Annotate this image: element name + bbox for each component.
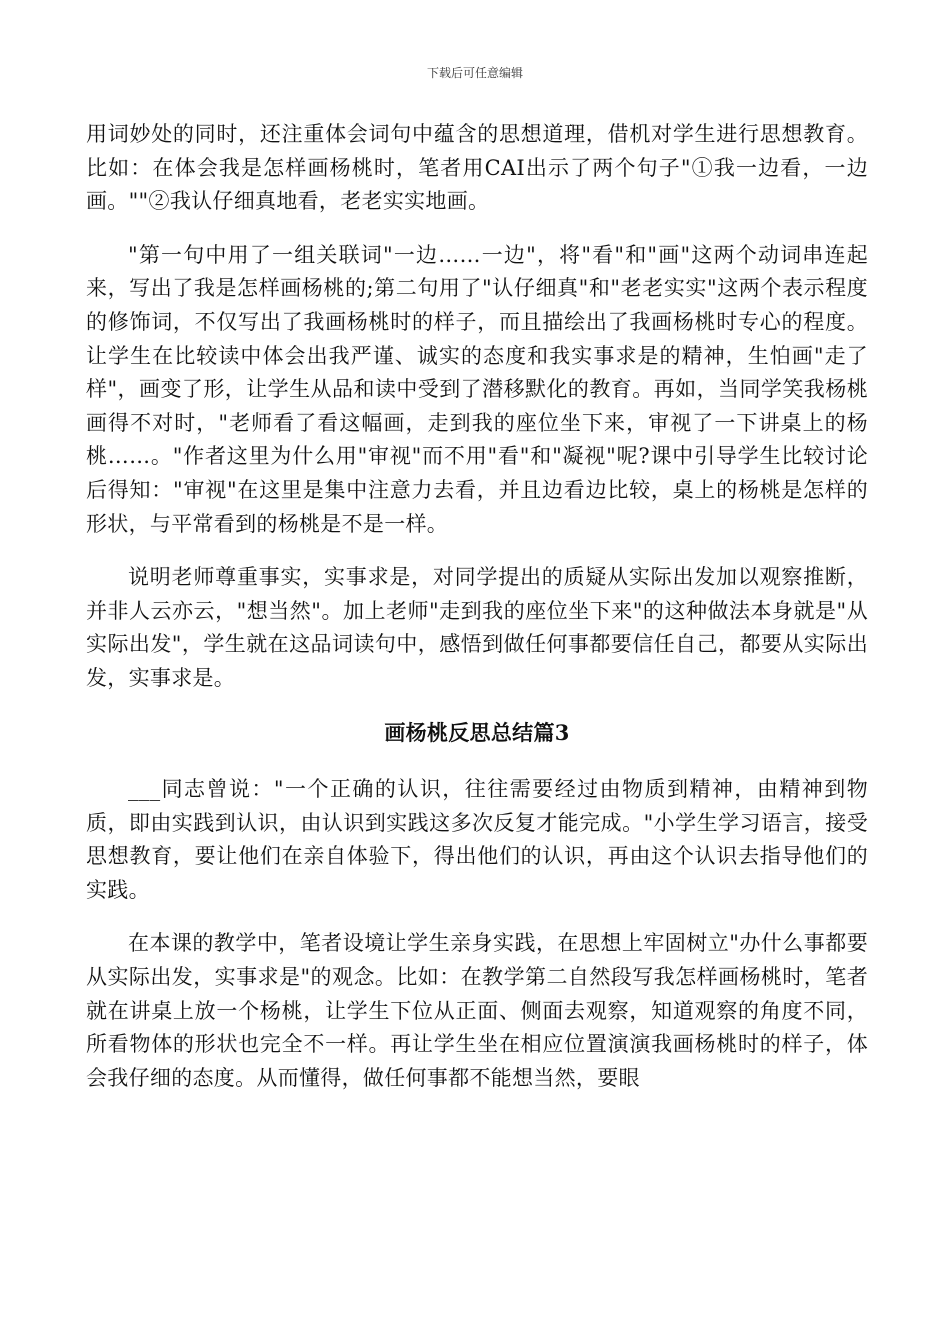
paragraph-1: 用词妙处的同时，还注重体会词句中蕴含的思想道理，借机对学生进行思想教育。比如：在体会我是怎样画杨桃时，笔者用CAI出示了两个句子"①我一边看，一边画。""②我认仔细真地看，老老实实地画。 bbox=[86, 122, 868, 214]
paragraph-4: ___同志曾说："一个正确的认识，往往需要经过由物质到精神，由精神到物质，即由实践到认识，由认识到实践这多次反复才能完成。"小学生学习语言，接受思想教育，要让他们在亲自体验下，得出他们的认识，再由这个认识去指导他们的实践。 bbox=[86, 777, 868, 902]
paragraph-5: 在本课的教学中，笔者设境让学生亲身实践，在思想上牢固树立"办什么事都要从实际出发，实事求是"的观念。比如：在教学第二自然段写我怎样画杨桃时，笔者就在讲桌上放一个杨桃，让学生下位从正面、侧面去观察，知道观察的角度不同，所看物体的形状也完全不一样。再让学生坐在相应位置演演我画杨桃时的样子，体会我仔细的态度。从而懂得，做任何事都不能想当然，要眼 bbox=[86, 931, 868, 1090]
paragraph-3: 说明老师尊重事实，实事求是，对同学提出的质疑从实际出发加以观察推断，并非人云亦云，"想当然"。加上老师"走到我的座位坐下来"的这种做法本身就是"从实际出发"，学生就在这品词读句中，感悟到做任何事都要信任自己，都要从实际出发，实事求是。 bbox=[86, 565, 868, 690]
page-header: 下载后可任意编辑 bbox=[426, 66, 523, 80]
section-title: 画杨桃反思总结篇3 bbox=[384, 719, 570, 745]
paragraph-2: "第一句中用了一组关联词"一边……一边"，将"看"和"画"这两个动词串连起来，写出了我是怎样画杨桃的;第二句用了"认仔细真"和"老老实实"这两个表示程度的修饰词，不仅写出了我画杨桃时的样子，而且描绘出了我画杨桃时专心的程度。让学生在比较读中体会出我严谨、诚实的态度和我实事求是的精神，生怕画"走了样"，画变了形，让学生从品和读中受到了潜移默化的教育。再如，当同学笑我杨桃画得不对时，"老师看了看这幅画，走到我的座位坐下来，审视了一下讲桌上的杨桃……。"作者这里为什么用"审视"而不用"看"和"凝视"呢?课中引导学生比较讨论后得知："审视"在这里是集中注意力去看，并且边看边比较，桌上的杨桃是怎样的形状，与平常看到的杨桃是不是一样。 bbox=[86, 242, 868, 536]
document-body bbox=[86, 118, 868, 1115]
